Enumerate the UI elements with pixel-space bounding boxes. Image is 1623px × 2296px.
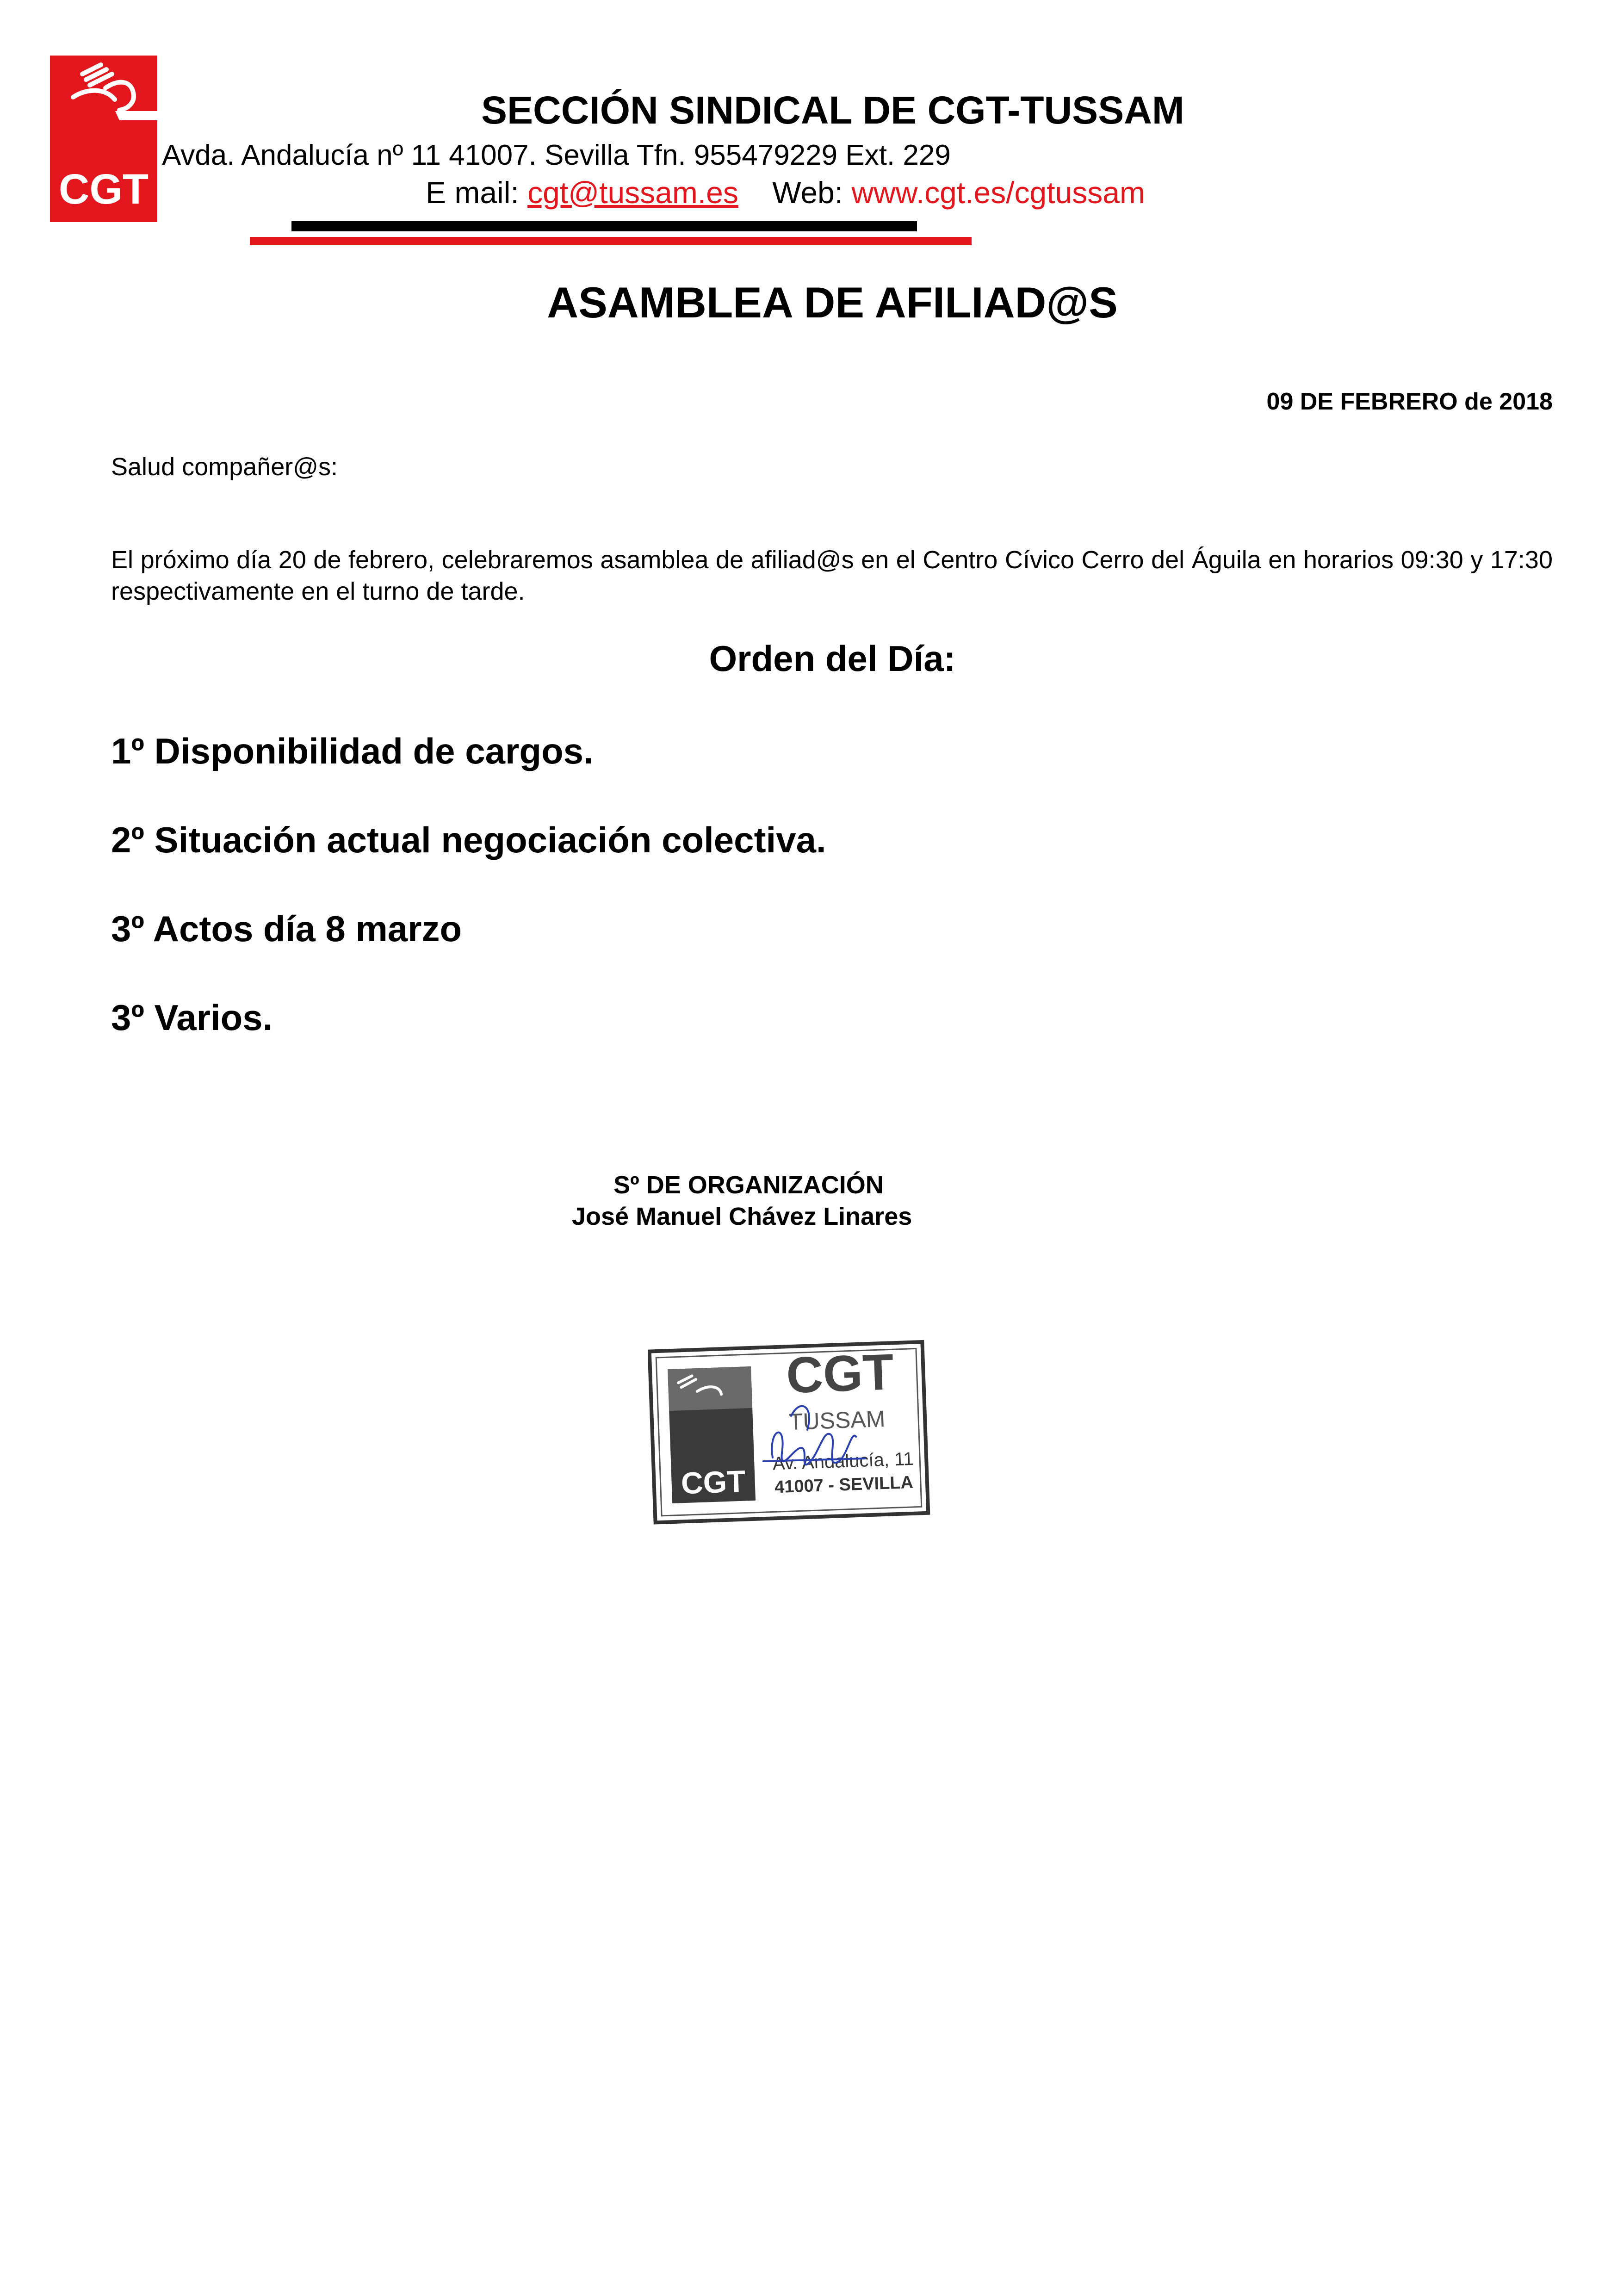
web-link[interactable]: www.cgt.es/cgtussam [851,175,1145,210]
stamp-logo [668,1366,756,1503]
header-rule-black [291,221,917,231]
agenda-item: 3º Actos día 8 marzo [111,908,462,949]
org-title: SECCIÓN SINDICAL DE CGT-TUSSAM [481,88,1184,132]
signer-role: Sº DE ORGANIZACIÓN [613,1171,884,1199]
header-rule-red [250,237,972,245]
logo-text: CGT [58,166,149,213]
stamp-name: CGT [785,1343,895,1404]
cgt-logo [50,56,157,222]
union-stamp [648,1337,935,1527]
document-title: ASAMBLEA DE AFILIAD@S [547,278,1118,327]
agenda-item: 3º Varios. [111,997,273,1038]
stamp-address-1: Av. Andalucía, 11 [772,1448,914,1474]
email-label: E mail: [426,175,519,210]
intro-paragraph: El próximo día 20 de febrero, celebraremos asamblea de afiliad@s en el Centro Cívico Cerro del Águila en horarios 09:30 y 17:30 respectivamente en el turno de tarde. [111,546,1553,605]
stamp-address-2: 41007 - SEVILLA [774,1472,914,1497]
email-link[interactable]: cgt@tussam.es [527,175,738,210]
document-date: 09 DE FEBRERO de 2018 [1266,388,1553,415]
agenda-item: 2º Situación actual negociación colectiva. [111,819,826,860]
stamp-sub: TUSSAM [788,1405,886,1435]
greeting: Salud compañer@s: [111,453,338,481]
contact-line [426,175,1145,210]
stamp-logo-text: CGT [680,1464,746,1501]
address-line: Avda. Andalucía nº 11 41007. Sevilla Tfn. 955479229 Ext. 229 [162,139,951,171]
web-label: Web: [772,175,843,210]
signer-name: José Manuel Chávez Linares [572,1203,912,1230]
agenda-item: 1º Disponibilidad de cargos. [111,731,594,771]
agenda-title: Orden del Día: [709,638,956,679]
